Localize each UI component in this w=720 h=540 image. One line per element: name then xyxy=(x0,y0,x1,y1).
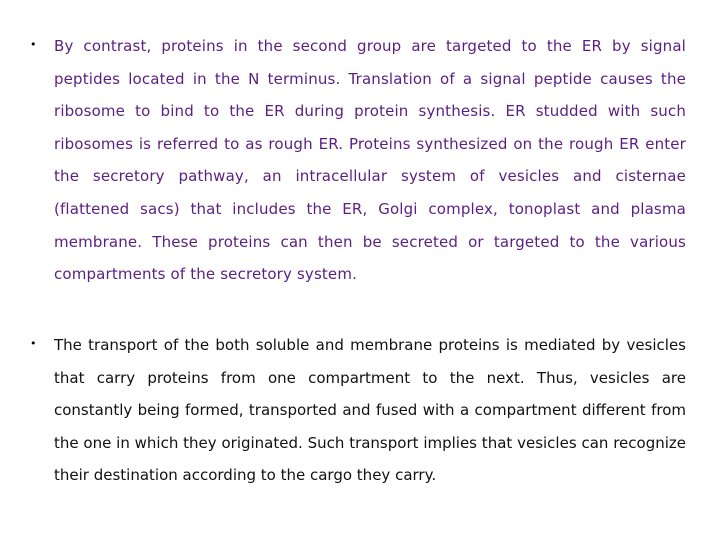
paragraph-secretory-pathway: By contrast, proteins in the second group are targeted to the ER by signal peptides located in the N terminus. Translation of a signal peptide causes the ribosome to bind to the ER during protein synthesis. ER studded with such ribosomes is referred to as rough ER. Proteins synthesized on the rough ER enter the secretory pathway, an intracellular system of vesicles and cisternae (flattened sacs) that includes the ER, Golgi complex, tonoplast and plasma membrane. These proteins can then be secreted or targeted to the various compartments of the secretory system. xyxy=(54,37,686,284)
bullet-marker: • xyxy=(30,38,37,51)
bullet-marker: • xyxy=(30,337,37,350)
paragraph-vesicle-transport: The transport of the both soluble and membrane proteins is mediated by vesicles that carry proteins from one compartment to the next. Thus, vesicles are constantly being formed, transported and fused with a compartment different from the one in which they originated. Such transport implies that vesicles can recognize their destination according to the cargo they carry. xyxy=(54,336,686,485)
